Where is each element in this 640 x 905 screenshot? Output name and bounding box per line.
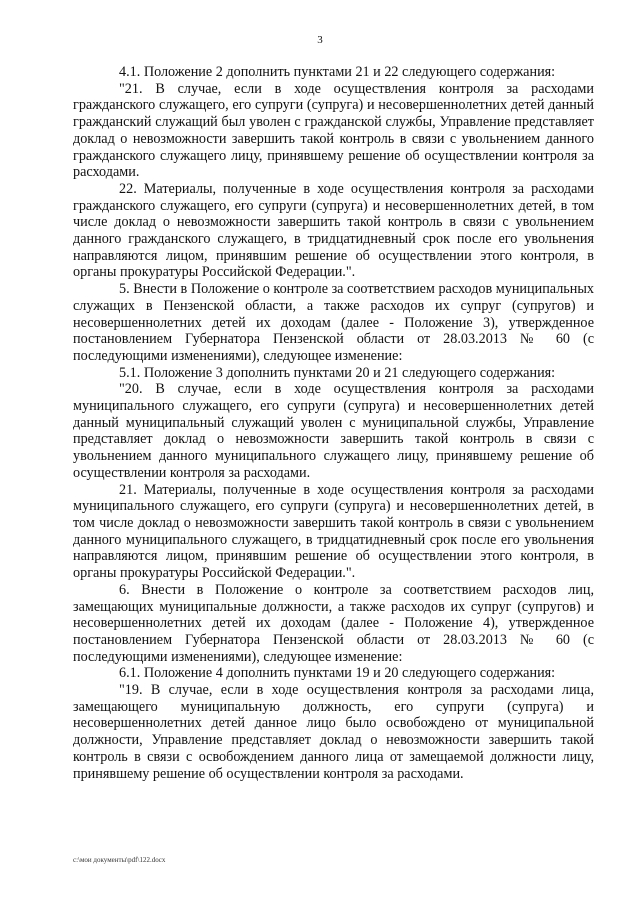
paragraph: 6.1. Положение 4 дополнить пунктами 19 и 20 следующего содержания: [119, 665, 556, 682]
paragraph: "20. В случае, если в ходе осуществления контроля за расходами муниципального служащего, его супруги (супруга) и несовершеннолетних детей данный муниципальный служащий уволен с муниципальной службы, Управление представляет доклад о невозможности завершить такой контроль в связи с увольнением данного муниципального служащего лицу, принявшему решение об осуществлении контроля за расходами. [73, 381, 594, 481]
paragraph: 5.1. Положение 3 дополнить пунктами 20 и 21 следующего содержания: [119, 364, 556, 381]
footer-file-path: c:\мои документы\pdf\122.docx [73, 856, 166, 864]
paragraph: 6. Внести в Положение о контроле за соответствием расходов лиц, замещающих муниципальные должности, а также расходов их супруг (супругов) и несовершеннолетних детей их доходам (далее - Положение 4), утвержденное постановлением Губернатора Пензенской области от 28.03.2013 № 60 (с последующими изменениями), следующее изменение: [73, 581, 594, 665]
paragraph: 4.1. Положение 2 дополнить пунктами 21 и 22 следующего содержания: [119, 64, 556, 80]
document-body [73, 64, 594, 782]
paragraph: 22. Материалы, полученные в ходе осуществления контроля за расходами гражданского служащего, его супруги (супруга) и несовершеннолетних детей, в том числе доклад о невозможности завершить такой контроль в связи с увольнением данного гражданского служащего, в тридцатидневный срок после его увольнения направляются лицом, принявшим решение об осуществлении этого контроля, в органы прокуратуры Российской Федерации.". [73, 180, 594, 281]
paragraph: "21. В случае, если в ходе осуществления контроля за расходами гражданского служащего, его супруги (супруга) и несовершеннолетних детей данный гражданский служащий был уволен с гражданской службы, Управление представляет доклад о невозможности завершить такой контроль в связи с увольнением данного гражданского служащего лицу, принявшему решение об осуществлении контроля за расходами. [73, 80, 594, 181]
page-number: 3 [317, 34, 323, 46]
paragraph: 5. Внести в Положение о контроле за соответствием расходов муниципальных служащих в Пензенской области, а также расходов их супруг (супругов) и несовершеннолетних детей их доходам (далее - Положение 3), утвержденное постановлением Губернатора Пензенской области от 28.03.2013 № 60 (с последующими изменениями), следующее изменение: [73, 281, 594, 364]
paragraph: 21. Материалы, полученные в ходе осуществления контроля за расходами муниципального служащего, его супруги (супруга) и несовершеннолетних детей, в том числе доклад о невозможности завершить такой контроль в связи с увольнением данного муниципального служащего, в тридцатидневный срок после его увольнения направляются лицом, принявшим решение об осуществлении этого контроля, в органы прокуратуры Российской Федерации.". [73, 481, 594, 582]
paragraph: "19. В случае, если в ходе осуществления контроля за расходами лица, замещающего муниципальную должность, его супруги (супруга) и несовершеннолетних детей данное лицо было освобождено от муниципальной должности, Управление представляет доклад о невозможности завершить такой контроль в связи с освобождением данного лица от замещаемой должности лицу, принявшему решение об осуществлении контроля за расходами. [73, 682, 594, 782]
